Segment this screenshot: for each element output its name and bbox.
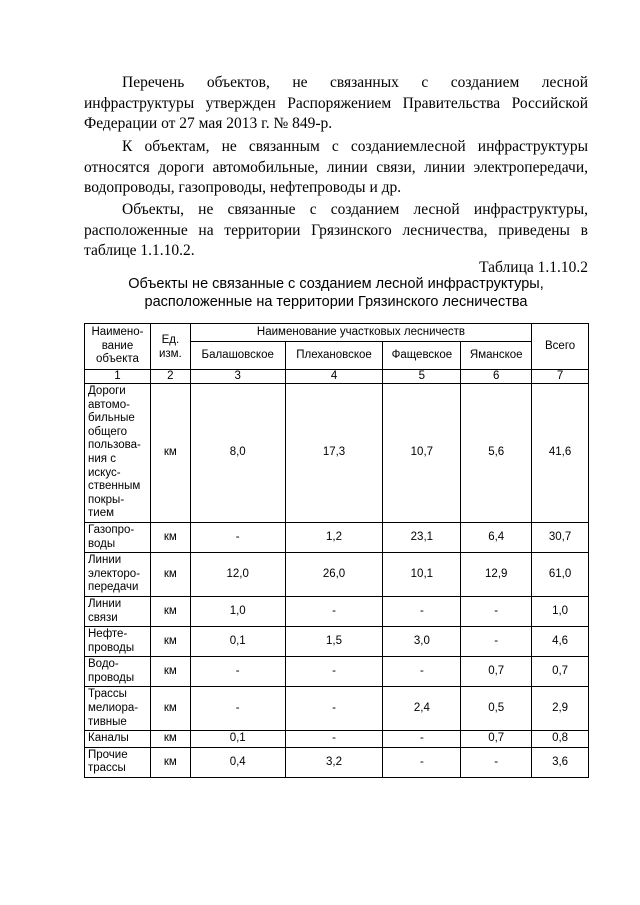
column-number: 3 xyxy=(190,370,285,384)
forestry-value-cell: - xyxy=(285,731,383,748)
forestry-value-cell: 5,6 xyxy=(461,384,532,523)
forestry-value-cell: 6,4 xyxy=(461,522,532,552)
header-object xyxy=(85,324,151,370)
forestry-value-cell: 26,0 xyxy=(285,553,383,597)
object-name-cell: Дороги автомо- бильные общего пользова- ния с искус- ственным покры- тием xyxy=(85,384,151,523)
forestry-value-cell: - xyxy=(190,687,285,731)
paragraph-table-reference: Объекты, не связанные с созданием лесной инфраструктуры, расположенные на территории Грязинского лесничества, приведены в таблице 1.1.10.2. xyxy=(84,201,588,259)
total-value-cell: 4,6 xyxy=(532,627,589,657)
forestry-value-cell: 0,1 xyxy=(190,731,285,748)
column-number: 1 xyxy=(85,370,151,384)
header-unit-text: Ед. изм. xyxy=(158,333,182,360)
forestry-value-cell: 2,4 xyxy=(383,687,461,731)
table-row xyxy=(85,384,589,523)
forestry-value-cell: 3,2 xyxy=(285,747,383,777)
table-row xyxy=(85,596,589,626)
total-value-cell: 0,8 xyxy=(532,731,589,748)
table-body xyxy=(85,384,589,778)
object-name-cell: Прочие трассы xyxy=(85,747,151,777)
forestry-value-cell: 3,0 xyxy=(383,627,461,657)
forestry-value-cell: 23,1 xyxy=(383,522,461,552)
forestry-value-cell: - xyxy=(190,522,285,552)
paragraph-object-types: К объектам, не связанным с созданиемлесной инфраструктуры относятся дороги автомобильные, линии связи, линии электропередачи, водопроводы, газопроводы, нефтепроводы и др. xyxy=(84,138,588,196)
forestry-value-cell: 8,0 xyxy=(190,384,285,523)
forestry-value-cell: - xyxy=(461,747,532,777)
table-row xyxy=(85,522,589,552)
header-forestries-group: Наименование участковых лесничеств xyxy=(190,324,531,342)
table-title-line: расположенные на территории Грязинского лесничества xyxy=(144,294,528,310)
paragraph-list-reference: Перечень объектов, не связанных с созданием лесной инфраструктуры утвержден Распоряжением Правительства Российской Федерации от 27 мая 2013 г. № 849-р. xyxy=(84,74,588,132)
table-title xyxy=(84,275,588,311)
unit-cell: км xyxy=(150,553,190,597)
unit-cell: км xyxy=(150,657,190,687)
column-number: 5 xyxy=(383,370,461,384)
forestry-value-cell: 1,0 xyxy=(190,596,285,626)
unit-cell: км xyxy=(150,384,190,523)
forestry-value-cell: - xyxy=(285,657,383,687)
forestry-value-cell: 10,1 xyxy=(383,553,461,597)
object-name-cell: Газопро- воды xyxy=(85,522,151,552)
header-object-text: Наимено- вание объекта xyxy=(91,326,144,366)
infrastructure-table xyxy=(84,323,589,778)
forestry-value-cell: 10,7 xyxy=(383,384,461,523)
total-value-cell: 61,0 xyxy=(532,553,589,597)
forestry-value-cell: 0,1 xyxy=(190,627,285,657)
forestry-value-cell: 0,7 xyxy=(461,731,532,748)
forestry-value-cell: - xyxy=(383,596,461,626)
forestry-value-cell: 0,7 xyxy=(461,657,532,687)
forestry-value-cell: - xyxy=(190,657,285,687)
table-title-line: Объекты не связанные с созданием лесной инфраструктуры, xyxy=(128,276,544,292)
column-number: 6 xyxy=(461,370,532,384)
unit-cell: км xyxy=(150,596,190,626)
forestry-value-cell: 1,5 xyxy=(285,627,383,657)
column-number-row xyxy=(85,370,589,384)
object-name-cell: Каналы xyxy=(85,731,151,748)
forestry-value-cell: 0,5 xyxy=(461,687,532,731)
forestry-value-cell: 12,9 xyxy=(461,553,532,597)
forestry-value-cell: - xyxy=(383,747,461,777)
table-row xyxy=(85,657,589,687)
table-row xyxy=(85,627,589,657)
unit-cell: км xyxy=(150,731,190,748)
object-name-cell: Водо- проводы xyxy=(85,657,151,687)
table-row xyxy=(85,731,589,748)
object-name-cell: Нефте- проводы xyxy=(85,627,151,657)
forestry-value-cell: - xyxy=(461,627,532,657)
column-number: 7 xyxy=(532,370,589,384)
unit-cell: км xyxy=(150,687,190,731)
column-number: 4 xyxy=(285,370,383,384)
forestry-value-cell: - xyxy=(285,596,383,626)
total-value-cell: 0,7 xyxy=(532,657,589,687)
column-number: 2 xyxy=(150,370,190,384)
forestry-value-cell: - xyxy=(383,657,461,687)
table-row xyxy=(85,553,589,597)
unit-cell: км xyxy=(150,627,190,657)
header-forestry: Фащевское xyxy=(383,342,461,370)
forestry-value-cell: 12,0 xyxy=(190,553,285,597)
forestry-value-cell: - xyxy=(285,687,383,731)
forestry-value-cell: 0,4 xyxy=(190,747,285,777)
header-total: Всего xyxy=(532,324,589,370)
total-value-cell: 2,9 xyxy=(532,687,589,731)
object-name-cell: Линии электоро- передачи xyxy=(85,553,151,597)
forestry-value-cell: 1,2 xyxy=(285,522,383,552)
table-number-label: Таблица 1.1.10.2 xyxy=(479,259,588,276)
unit-cell: км xyxy=(150,522,190,552)
header-forestry: Балашовское xyxy=(190,342,285,370)
object-name-cell: Трассы мелиора- тивные xyxy=(85,687,151,731)
forestry-value-cell: 17,3 xyxy=(285,384,383,523)
forestry-value-cell: - xyxy=(461,596,532,626)
total-value-cell: 3,6 xyxy=(532,747,589,777)
header-forestry: Плехановское xyxy=(285,342,383,370)
unit-cell: км xyxy=(150,747,190,777)
header-forestry: Яманское xyxy=(461,342,532,370)
forestry-value-cell: - xyxy=(383,731,461,748)
total-value-cell: 41,6 xyxy=(532,384,589,523)
total-value-cell: 1,0 xyxy=(532,596,589,626)
header-unit xyxy=(150,324,190,370)
table-row xyxy=(85,687,589,731)
total-value-cell: 30,7 xyxy=(532,522,589,552)
object-name-cell: Линии связи xyxy=(85,596,151,626)
table-row xyxy=(85,747,589,777)
